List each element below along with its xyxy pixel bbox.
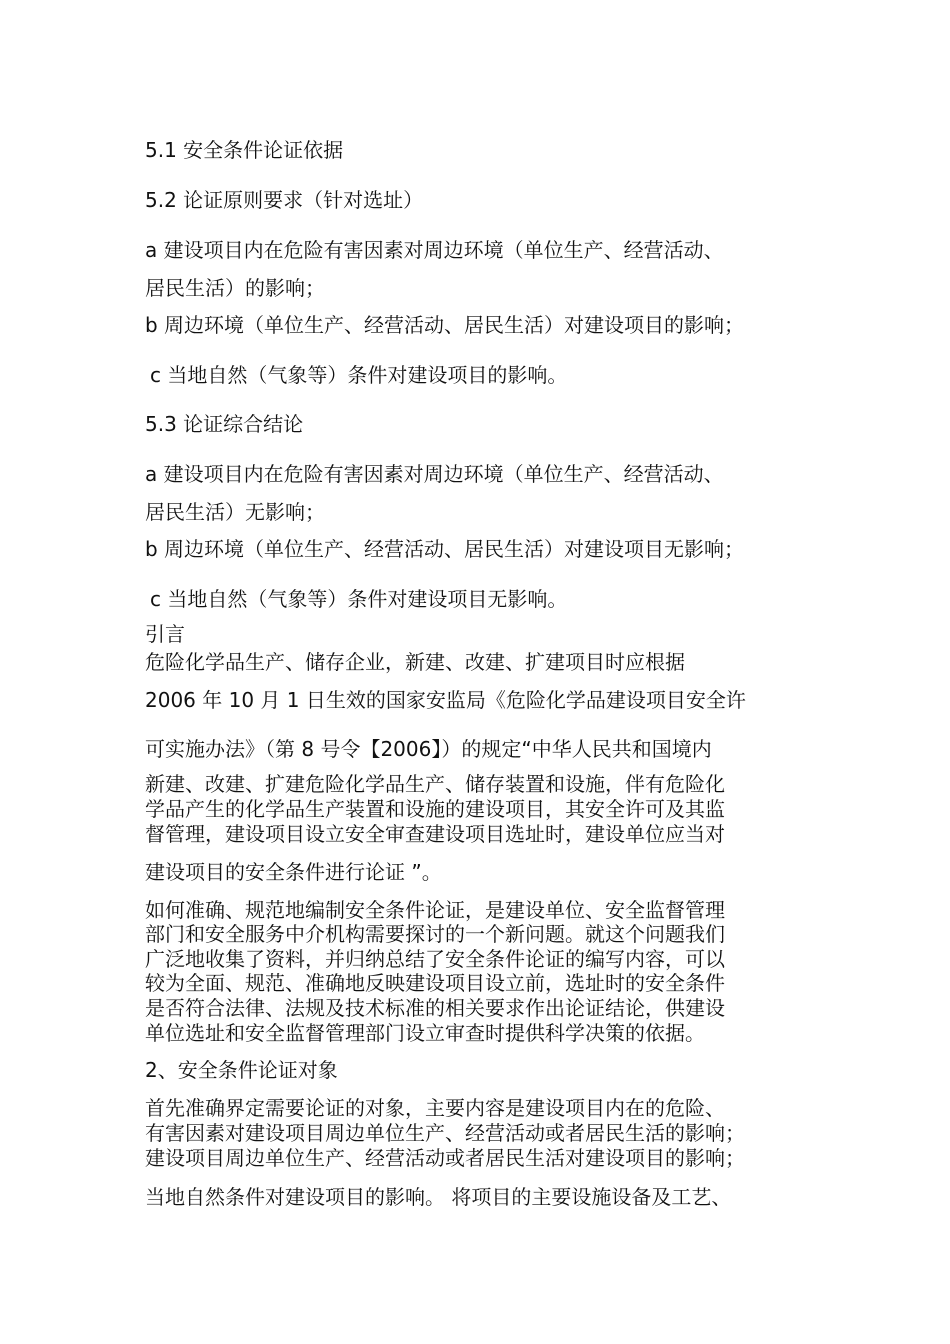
object-section-heading: 2、安全条件论证对象 [145,1058,338,1082]
object-paragraph-line: 首先准确界定需要论证的对象，主要内容是建设项目内在的危险、 [145,1096,725,1120]
section-5-2-item-a-line2: 居民生活）的影响； [145,276,325,300]
intro-second-paragraph-line: 较为全面、规范、准确地反映建设项目设立前，选址时的安全条件 [145,971,725,995]
intro-second-paragraph-line: 广泛地收集了资料，并归纳总结了安全条件论证的编写内容，可以 [145,947,725,971]
section-5-3-heading: 5.3 论证综合结论 [145,412,304,436]
section-5-1-heading: 5.1 安全条件论证依据 [145,138,344,162]
intro-second-paragraph-line: 如何准确、规范地编制安全条件论证，是建设单位、安全监督管理 [145,898,725,922]
object-paragraph-line: 当地自然条件对建设项目的影响。 将项目的主要设施设备及工艺、 [145,1185,732,1209]
section-5-2-item-a-line1: a 建设项目内在危险有害因素对周边环境（单位生产、经营活动、 [145,238,724,262]
intro-paragraph-line: 可实施办法》（第 8 号令【2006】）的规定“中华人民共和国境内 [145,737,712,761]
intro-paragraph-line: 危险化学品生产、储存企业，新建、改建、扩建项目时应根据 [145,650,685,674]
intro-second-paragraph-line: 单位选址和安全监督管理部门设立审查时提供科学决策的依据。 [145,1021,705,1045]
section-5-2-item-c: c 当地自然（气象等）条件对建设项目的影响。 [150,363,568,387]
section-5-3-item-c: c 当地自然（气象等）条件对建设项目无影响。 [150,587,568,611]
section-5-3-item-a-line2: 居民生活）无影响； [145,500,325,524]
intro-paragraph-line: 2006 年 10 月 1 日生效的国家安监局《危险化学品建设项目安全许 [145,688,746,712]
intro-second-paragraph-line: 是否符合法律、法规及技术标准的相关要求作出论证结论，供建设 [145,996,725,1020]
section-5-3-item-a-line1: a 建设项目内在危险有害因素对周边环境（单位生产、经营活动、 [145,462,724,486]
intro-second-paragraph-line: 部门和安全服务中介机构需要探讨的一个新问题。就这个问题我们 [145,922,725,946]
intro-paragraph-line: 建设项目的安全条件进行论证 ”。 [145,860,442,884]
section-5-2-item-b: b 周边环境（单位生产、经营活动、居民生活）对建设项目的影响； [145,313,745,337]
intro-paragraph-line: 督管理，建设项目设立安全审查建设项目选址时，建设单位应当对 [145,822,725,846]
intro-paragraph-line: 新建、改建、扩建危险化学品生产、储存装置和设施，伴有危险化 [145,772,725,796]
intro-heading: 引言 [145,622,185,646]
object-paragraph-line: 建设项目周边单位生产、经营活动或者居民生活对建设项目的影响； [145,1146,745,1170]
section-5-3-item-b: b 周边环境（单位生产、经营活动、居民生活）对建设项目无影响； [145,537,745,561]
intro-paragraph-line: 学品产生的化学品生产装置和设施的建设项目，其安全许可及其监 [145,797,725,821]
object-paragraph-line: 有害因素对建设项目周边单位生产、经营活动或者居民生活的影响； [145,1121,745,1145]
section-5-2-heading: 5.2 论证原则要求（针对选址） [145,188,424,212]
